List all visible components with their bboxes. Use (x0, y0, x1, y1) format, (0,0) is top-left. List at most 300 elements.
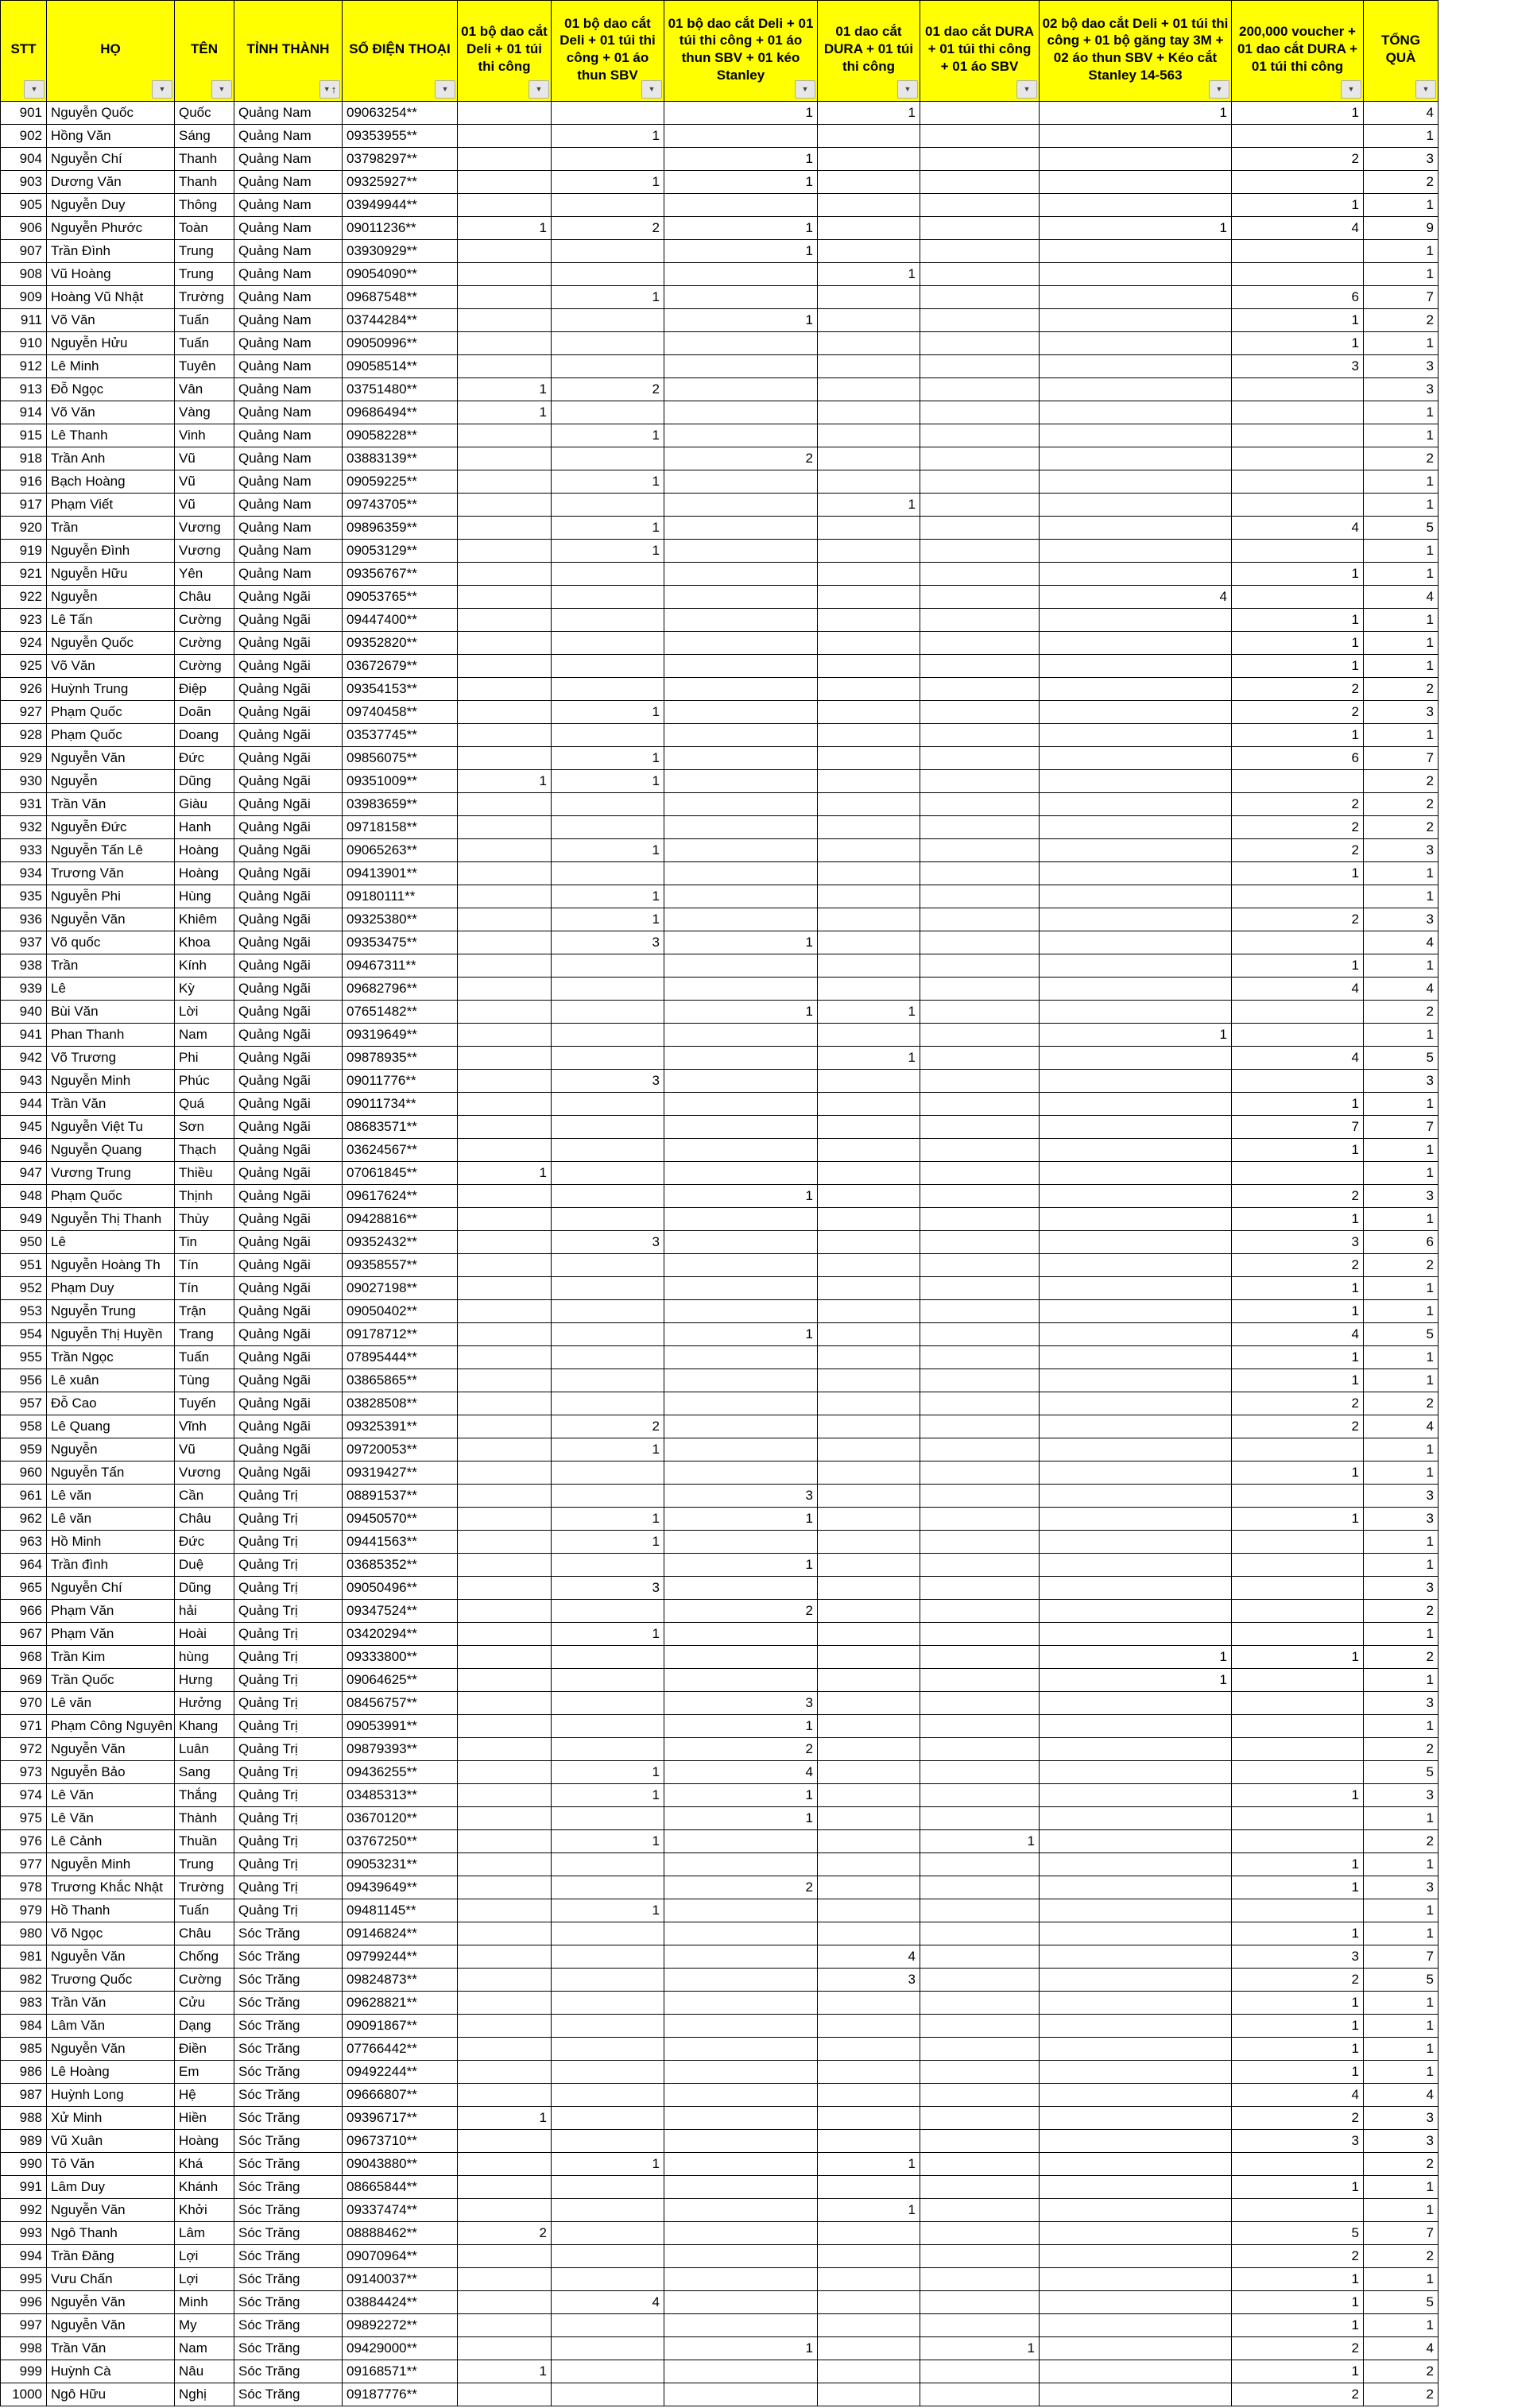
cell-qua-2[interactable] (552, 1047, 664, 1070)
cell-qua-2[interactable] (552, 1992, 664, 2015)
cell-tong-qua[interactable]: 2 (1364, 678, 1438, 701)
cell-tong-qua[interactable]: 1 (1364, 1899, 1438, 1922)
cell-ho[interactable]: Võ Văn (47, 401, 175, 424)
cell-qua-7[interactable]: 1 (1232, 194, 1364, 217)
cell-ten[interactable]: Giàu (175, 793, 234, 816)
cell-qua-3[interactable] (664, 540, 818, 563)
cell-so-dien-thoai[interactable]: 09351009** (343, 770, 458, 793)
cell-qua-1[interactable] (458, 2291, 552, 2314)
cell-qua-3[interactable] (664, 1139, 818, 1162)
cell-qua-5[interactable] (920, 1922, 1040, 1945)
filter-button-stt[interactable] (24, 80, 45, 99)
cell-qua-6[interactable] (1040, 1185, 1232, 1208)
cell-qua-6[interactable] (1040, 2130, 1232, 2153)
cell-so-dien-thoai[interactable]: 09325380** (343, 908, 458, 931)
cell-qua-2[interactable] (552, 609, 664, 632)
cell-stt[interactable]: 965 (1, 1577, 47, 1600)
cell-tinh-thanh[interactable]: Quảng Trị (234, 1830, 343, 1853)
cell-stt[interactable]: 924 (1, 632, 47, 655)
cell-qua-1[interactable] (458, 1899, 552, 1922)
cell-qua-1[interactable] (458, 1945, 552, 1969)
cell-qua-2[interactable]: 3 (552, 1070, 664, 1093)
cell-qua-4[interactable] (818, 1346, 920, 1369)
filter-button-qua-1[interactable] (529, 80, 549, 99)
cell-qua-6[interactable] (1040, 2061, 1232, 2084)
cell-qua-6[interactable] (1040, 540, 1232, 563)
cell-qua-4[interactable] (818, 1162, 920, 1185)
cell-so-dien-thoai[interactable]: 03884424** (343, 2291, 458, 2314)
cell-tinh-thanh[interactable]: Quảng Ngãi (234, 1277, 343, 1300)
cell-qua-2[interactable]: 1 (552, 1784, 664, 1807)
cell-so-dien-thoai[interactable]: 09447400** (343, 609, 458, 632)
cell-qua-4[interactable] (818, 2084, 920, 2107)
cell-qua-5[interactable] (920, 1577, 1040, 1600)
cell-qua-5[interactable] (920, 2222, 1040, 2245)
cell-qua-4[interactable] (818, 1461, 920, 1485)
filter-button-qua-5[interactable] (1016, 80, 1037, 99)
cell-qua-6[interactable] (1040, 1853, 1232, 1876)
cell-qua-5[interactable] (920, 1139, 1040, 1162)
cell-qua-1[interactable] (458, 2199, 552, 2222)
cell-ho[interactable]: Lê Văn (47, 1807, 175, 1830)
cell-qua-2[interactable] (552, 2314, 664, 2337)
cell-ten[interactable]: Tùng (175, 1369, 234, 1392)
cell-ho[interactable]: Nguyễn Văn (47, 2038, 175, 2061)
filter-button-tong-qua[interactable] (1415, 80, 1436, 99)
cell-stt[interactable]: 997 (1, 2314, 47, 2337)
cell-qua-2[interactable]: 1 (552, 540, 664, 563)
cell-qua-2[interactable] (552, 1646, 664, 1669)
cell-qua-3[interactable] (664, 2061, 818, 2084)
cell-ten[interactable]: Khánh (175, 2176, 234, 2199)
cell-qua-6[interactable] (1040, 2107, 1232, 2130)
cell-stt[interactable]: 968 (1, 1646, 47, 1669)
cell-qua-4[interactable]: 1 (818, 102, 920, 125)
cell-stt[interactable]: 938 (1, 954, 47, 978)
cell-qua-4[interactable] (818, 1116, 920, 1139)
cell-so-dien-thoai[interactable]: 09337474** (343, 2199, 458, 2222)
cell-stt[interactable]: 909 (1, 286, 47, 309)
cell-tong-qua[interactable]: 1 (1364, 632, 1438, 655)
cell-ho[interactable]: Trương Quốc (47, 1969, 175, 1992)
cell-qua-5[interactable] (920, 908, 1040, 931)
cell-so-dien-thoai[interactable]: 03751480** (343, 378, 458, 401)
cell-tinh-thanh[interactable]: Quảng Ngãi (234, 1185, 343, 1208)
cell-qua-3[interactable] (664, 1945, 818, 1969)
cell-qua-4[interactable] (818, 217, 920, 240)
cell-qua-7[interactable]: 1 (1232, 1853, 1364, 1876)
cell-ho[interactable]: Xử Minh (47, 2107, 175, 2130)
cell-tinh-thanh[interactable]: Quảng Nam (234, 240, 343, 263)
cell-tong-qua[interactable]: 7 (1364, 1945, 1438, 1969)
cell-ten[interactable]: Phi (175, 1047, 234, 1070)
cell-ten[interactable]: Trung (175, 1853, 234, 1876)
cell-qua-3[interactable]: 2 (664, 1876, 818, 1899)
cell-so-dien-thoai[interactable]: 09718158** (343, 816, 458, 839)
cell-qua-3[interactable] (664, 839, 818, 862)
cell-tong-qua[interactable]: 3 (1364, 1784, 1438, 1807)
cell-stt[interactable]: 954 (1, 1323, 47, 1346)
cell-tinh-thanh[interactable]: Quảng Trị (234, 1508, 343, 1531)
cell-so-dien-thoai[interactable]: 09058228** (343, 424, 458, 447)
cell-tinh-thanh[interactable]: Quảng Ngãi (234, 816, 343, 839)
cell-qua-5[interactable] (920, 1992, 1040, 2015)
cell-so-dien-thoai[interactable]: 09053765** (343, 586, 458, 609)
cell-qua-6[interactable]: 1 (1040, 1024, 1232, 1047)
cell-qua-2[interactable] (552, 2038, 664, 2061)
cell-stt[interactable]: 998 (1, 2337, 47, 2360)
cell-so-dien-thoai[interactable]: 09450570** (343, 1508, 458, 1531)
cell-qua-7[interactable]: 1 (1232, 724, 1364, 747)
cell-tinh-thanh[interactable]: Quảng Trị (234, 1761, 343, 1784)
cell-qua-3[interactable] (664, 378, 818, 401)
cell-qua-1[interactable] (458, 1208, 552, 1231)
cell-tong-qua[interactable]: 1 (1364, 1807, 1438, 1830)
cell-qua-1[interactable] (458, 632, 552, 655)
cell-so-dien-thoai[interactable]: 03624567** (343, 1139, 458, 1162)
cell-qua-2[interactable] (552, 862, 664, 885)
cell-qua-4[interactable] (818, 2314, 920, 2337)
cell-qua-3[interactable] (664, 2383, 818, 2406)
cell-qua-5[interactable] (920, 1369, 1040, 1392)
cell-stt[interactable]: 928 (1, 724, 47, 747)
cell-qua-2[interactable] (552, 1277, 664, 1300)
cell-ho[interactable]: Trần Anh (47, 447, 175, 470)
cell-qua-3[interactable] (664, 678, 818, 701)
cell-tinh-thanh[interactable]: Quảng Nam (234, 517, 343, 540)
cell-qua-4[interactable] (818, 931, 920, 954)
cell-qua-6[interactable] (1040, 1346, 1232, 1369)
cell-qua-5[interactable] (920, 2383, 1040, 2406)
cell-stt[interactable]: 934 (1, 862, 47, 885)
cell-qua-1[interactable] (458, 1254, 552, 1277)
cell-qua-1[interactable] (458, 470, 552, 494)
cell-ho[interactable]: Lê (47, 978, 175, 1001)
cell-qua-1[interactable] (458, 1531, 552, 1554)
cell-tinh-thanh[interactable]: Sóc Trăng (234, 2153, 343, 2176)
cell-qua-5[interactable] (920, 1185, 1040, 1208)
cell-qua-4[interactable] (818, 1876, 920, 1899)
cell-qua-5[interactable] (920, 286, 1040, 309)
cell-tong-qua[interactable]: 1 (1364, 401, 1438, 424)
cell-qua-2[interactable]: 3 (552, 1577, 664, 1600)
cell-stt[interactable]: 930 (1, 770, 47, 793)
cell-qua-1[interactable] (458, 2314, 552, 2337)
cell-tong-qua[interactable]: 1 (1364, 2199, 1438, 2222)
cell-qua-5[interactable] (920, 1461, 1040, 1485)
cell-qua-2[interactable] (552, 447, 664, 470)
cell-ten[interactable]: Châu (175, 1922, 234, 1945)
cell-ten[interactable]: Tuấn (175, 309, 234, 332)
cell-qua-1[interactable] (458, 332, 552, 355)
cell-qua-5[interactable] (920, 1969, 1040, 1992)
cell-so-dien-thoai[interactable]: 09856075** (343, 747, 458, 770)
cell-ten[interactable]: Thanh (175, 171, 234, 194)
cell-tong-qua[interactable]: 1 (1364, 724, 1438, 747)
cell-qua-3[interactable] (664, 2268, 818, 2291)
cell-ho[interactable]: Hồ Minh (47, 1531, 175, 1554)
cell-qua-7[interactable]: 1 (1232, 632, 1364, 655)
cell-so-dien-thoai[interactable]: 09892272** (343, 2314, 458, 2337)
cell-tinh-thanh[interactable]: Quảng Nam (234, 355, 343, 378)
cell-tinh-thanh[interactable]: Quảng Ngãi (234, 586, 343, 609)
cell-stt[interactable]: 927 (1, 701, 47, 724)
cell-qua-3[interactable] (664, 1415, 818, 1438)
cell-qua-2[interactable]: 2 (552, 378, 664, 401)
cell-stt[interactable]: 980 (1, 1922, 47, 1945)
cell-qua-1[interactable] (458, 978, 552, 1001)
cell-stt[interactable]: 922 (1, 586, 47, 609)
cell-ho[interactable]: Nguyễn Minh (47, 1070, 175, 1093)
cell-qua-7[interactable] (1232, 1438, 1364, 1461)
cell-ho[interactable]: Lê Tấn (47, 609, 175, 632)
cell-qua-6[interactable] (1040, 793, 1232, 816)
cell-tong-qua[interactable]: 2 (1364, 2360, 1438, 2383)
cell-ho[interactable]: Võ Trương (47, 1047, 175, 1070)
cell-tong-qua[interactable]: 2 (1364, 1830, 1438, 1853)
cell-qua-4[interactable] (818, 1738, 920, 1761)
cell-qua-1[interactable] (458, 839, 552, 862)
cell-ten[interactable]: Tín (175, 1277, 234, 1300)
cell-tong-qua[interactable]: 1 (1364, 2038, 1438, 2061)
cell-ho[interactable]: Nguyễn Văn (47, 2291, 175, 2314)
cell-so-dien-thoai[interactable]: 08888462** (343, 2222, 458, 2245)
cell-stt[interactable]: 911 (1, 309, 47, 332)
cell-qua-4[interactable]: 1 (818, 494, 920, 517)
cell-tinh-thanh[interactable]: Sóc Trăng (234, 2383, 343, 2406)
cell-qua-6[interactable] (1040, 447, 1232, 470)
cell-qua-5[interactable] (920, 655, 1040, 678)
cell-so-dien-thoai[interactable]: 09054090** (343, 263, 458, 286)
cell-qua-7[interactable] (1232, 1577, 1364, 1600)
cell-qua-3[interactable] (664, 2015, 818, 2038)
cell-qua-1[interactable] (458, 1577, 552, 1600)
cell-qua-1[interactable] (458, 286, 552, 309)
cell-qua-7[interactable]: 1 (1232, 954, 1364, 978)
cell-qua-5[interactable] (920, 2268, 1040, 2291)
cell-qua-6[interactable] (1040, 424, 1232, 447)
cell-qua-5[interactable] (920, 1531, 1040, 1554)
cell-tinh-thanh[interactable]: Quảng Ngãi (234, 793, 343, 816)
cell-tinh-thanh[interactable]: Sóc Trăng (234, 2107, 343, 2130)
cell-qua-1[interactable] (458, 2337, 552, 2360)
cell-so-dien-thoai[interactable]: 09396717** (343, 2107, 458, 2130)
cell-so-dien-thoai[interactable]: 09467311** (343, 954, 458, 978)
cell-ho[interactable]: Hồng Văn (47, 125, 175, 148)
cell-qua-2[interactable]: 1 (552, 286, 664, 309)
cell-ten[interactable]: Vương (175, 1461, 234, 1485)
cell-so-dien-thoai[interactable]: 07766442** (343, 2038, 458, 2061)
cell-ten[interactable]: Tuấn (175, 1346, 234, 1369)
cell-ten[interactable]: Cường (175, 655, 234, 678)
cell-tong-qua[interactable]: 5 (1364, 1761, 1438, 1784)
cell-tinh-thanh[interactable]: Quảng Nam (234, 148, 343, 171)
cell-qua-2[interactable]: 1 (552, 1508, 664, 1531)
cell-qua-5[interactable] (920, 470, 1040, 494)
cell-qua-2[interactable] (552, 1254, 664, 1277)
cell-tong-qua[interactable]: 4 (1364, 2084, 1438, 2107)
cell-ten[interactable]: Hệ (175, 2084, 234, 2107)
cell-tinh-thanh[interactable]: Quảng Ngãi (234, 678, 343, 701)
cell-qua-3[interactable]: 1 (664, 1323, 818, 1346)
cell-qua-5[interactable] (920, 816, 1040, 839)
cell-so-dien-thoai[interactable]: 09720053** (343, 1438, 458, 1461)
cell-qua-4[interactable]: 1 (818, 2199, 920, 2222)
cell-qua-2[interactable] (552, 2383, 664, 2406)
cell-qua-1[interactable] (458, 1461, 552, 1485)
cell-qua-6[interactable] (1040, 1208, 1232, 1231)
cell-ten[interactable]: Quốc (175, 102, 234, 125)
cell-ten[interactable]: Châu (175, 586, 234, 609)
cell-qua-6[interactable] (1040, 1922, 1232, 1945)
cell-qua-7[interactable]: 1 (1232, 862, 1364, 885)
cell-qua-4[interactable] (818, 747, 920, 770)
cell-qua-3[interactable] (664, 355, 818, 378)
cell-ho[interactable]: Lê Quang (47, 1415, 175, 1438)
cell-qua-2[interactable] (552, 724, 664, 747)
cell-tong-qua[interactable]: 1 (1364, 862, 1438, 885)
cell-qua-7[interactable]: 1 (1232, 2038, 1364, 2061)
cell-qua-7[interactable] (1232, 1669, 1364, 1692)
cell-so-dien-thoai[interactable]: 09666807** (343, 2084, 458, 2107)
cell-ten[interactable]: Điệp (175, 678, 234, 701)
cell-tinh-thanh[interactable]: Quảng Nam (234, 332, 343, 355)
cell-ho[interactable]: Võ quốc (47, 931, 175, 954)
cell-qua-6[interactable] (1040, 2360, 1232, 2383)
cell-so-dien-thoai[interactable]: 08665844** (343, 2176, 458, 2199)
cell-ten[interactable]: Tuấn (175, 1899, 234, 1922)
cell-ten[interactable]: Em (175, 2061, 234, 2084)
cell-qua-6[interactable] (1040, 2337, 1232, 2360)
cell-tinh-thanh[interactable]: Quảng Ngãi (234, 1392, 343, 1415)
cell-qua-2[interactable] (552, 2199, 664, 2222)
cell-qua-6[interactable] (1040, 1992, 1232, 2015)
cell-ho[interactable]: Phạm Văn (47, 1600, 175, 1623)
cell-so-dien-thoai[interactable]: 03798297** (343, 148, 458, 171)
cell-stt[interactable]: 918 (1, 447, 47, 470)
cell-so-dien-thoai[interactable]: 03420294** (343, 1623, 458, 1646)
cell-ho[interactable]: Nguyễn Tấn Lê (47, 839, 175, 862)
cell-tinh-thanh[interactable]: Quảng Ngãi (234, 655, 343, 678)
cell-so-dien-thoai[interactable]: 09053129** (343, 540, 458, 563)
cell-qua-4[interactable] (818, 701, 920, 724)
cell-qua-3[interactable] (664, 655, 818, 678)
cell-qua-5[interactable] (920, 1254, 1040, 1277)
cell-tinh-thanh[interactable]: Sóc Trăng (234, 1922, 343, 1945)
cell-qua-5[interactable] (920, 171, 1040, 194)
cell-tinh-thanh[interactable]: Quảng Nam (234, 194, 343, 217)
cell-qua-1[interactable] (458, 2268, 552, 2291)
cell-stt[interactable]: 969 (1, 1669, 47, 1692)
cell-qua-5[interactable]: 1 (920, 2337, 1040, 2360)
cell-stt[interactable]: 943 (1, 1070, 47, 1093)
cell-qua-3[interactable] (664, 2199, 818, 2222)
cell-qua-1[interactable] (458, 1369, 552, 1392)
cell-qua-6[interactable] (1040, 470, 1232, 494)
cell-qua-1[interactable] (458, 1554, 552, 1577)
cell-tong-qua[interactable]: 1 (1364, 655, 1438, 678)
cell-qua-6[interactable] (1040, 1577, 1232, 1600)
cell-qua-1[interactable] (458, 931, 552, 954)
cell-ho[interactable]: Phạm Duy (47, 1277, 175, 1300)
cell-qua-7[interactable]: 3 (1232, 1945, 1364, 1969)
cell-qua-7[interactable]: 3 (1232, 2130, 1364, 2153)
cell-qua-2[interactable] (552, 332, 664, 355)
cell-so-dien-thoai[interactable]: 09146824** (343, 1922, 458, 1945)
cell-ho[interactable]: Huỳnh Trung (47, 678, 175, 701)
cell-stt[interactable]: 973 (1, 1761, 47, 1784)
cell-qua-1[interactable] (458, 1323, 552, 1346)
cell-so-dien-thoai[interactable]: 09628821** (343, 1992, 458, 2015)
cell-qua-2[interactable] (552, 1554, 664, 1577)
cell-qua-5[interactable] (920, 355, 1040, 378)
cell-tong-qua[interactable]: 2 (1364, 171, 1438, 194)
cell-so-dien-thoai[interactable]: 09824873** (343, 1969, 458, 1992)
filter-button-ho[interactable] (152, 80, 172, 99)
cell-qua-1[interactable] (458, 171, 552, 194)
cell-qua-6[interactable] (1040, 355, 1232, 378)
cell-tinh-thanh[interactable]: Quảng Ngãi (234, 1162, 343, 1185)
cell-qua-7[interactable]: 1 (1232, 1646, 1364, 1669)
cell-qua-6[interactable] (1040, 194, 1232, 217)
cell-so-dien-thoai[interactable]: 09686494** (343, 401, 458, 424)
cell-tinh-thanh[interactable]: Quảng Nam (234, 447, 343, 470)
cell-stt[interactable]: 957 (1, 1392, 47, 1415)
filter-button-qua-6[interactable] (1209, 80, 1229, 99)
cell-qua-2[interactable] (552, 102, 664, 125)
cell-ten[interactable]: Hùng (175, 885, 234, 908)
cell-qua-6[interactable] (1040, 816, 1232, 839)
cell-so-dien-thoai[interactable]: 09168571** (343, 2360, 458, 2383)
cell-qua-5[interactable] (920, 770, 1040, 793)
cell-tinh-thanh[interactable]: Quảng Ngãi (234, 839, 343, 862)
cell-qua-2[interactable] (552, 954, 664, 978)
cell-qua-7[interactable]: 4 (1232, 1323, 1364, 1346)
cell-ten[interactable]: Thành (175, 1807, 234, 1830)
cell-so-dien-thoai[interactable]: 09059225** (343, 470, 458, 494)
cell-qua-4[interactable]: 1 (818, 1001, 920, 1024)
cell-tong-qua[interactable]: 1 (1364, 1531, 1438, 1554)
cell-tong-qua[interactable]: 5 (1364, 1047, 1438, 1070)
cell-ho[interactable]: Nguyễn Thị Thanh (47, 1208, 175, 1231)
cell-stt[interactable]: 1000 (1, 2383, 47, 2406)
cell-tong-qua[interactable]: 2 (1364, 1646, 1438, 1669)
cell-qua-5[interactable] (920, 1508, 1040, 1531)
cell-qua-5[interactable] (920, 978, 1040, 1001)
cell-tong-qua[interactable]: 1 (1364, 1162, 1438, 1185)
cell-qua-5[interactable] (920, 309, 1040, 332)
cell-so-dien-thoai[interactable]: 09436255** (343, 1761, 458, 1784)
cell-qua-7[interactable]: 2 (1232, 2107, 1364, 2130)
cell-qua-3[interactable] (664, 747, 818, 770)
cell-qua-6[interactable] (1040, 2245, 1232, 2268)
cell-qua-2[interactable] (552, 1715, 664, 1738)
cell-stt[interactable]: 915 (1, 424, 47, 447)
cell-stt[interactable]: 905 (1, 194, 47, 217)
cell-qua-3[interactable] (664, 424, 818, 447)
cell-tong-qua[interactable]: 3 (1364, 355, 1438, 378)
cell-qua-2[interactable] (552, 2015, 664, 2038)
cell-qua-1[interactable] (458, 2084, 552, 2107)
cell-qua-2[interactable]: 4 (552, 2291, 664, 2314)
cell-qua-3[interactable] (664, 2222, 818, 2245)
cell-qua-5[interactable] (920, 1162, 1040, 1185)
cell-qua-7[interactable] (1232, 1070, 1364, 1093)
cell-qua-3[interactable] (664, 1577, 818, 1600)
cell-qua-5[interactable] (920, 701, 1040, 724)
cell-qua-2[interactable]: 1 (552, 839, 664, 862)
cell-qua-3[interactable] (664, 2153, 818, 2176)
